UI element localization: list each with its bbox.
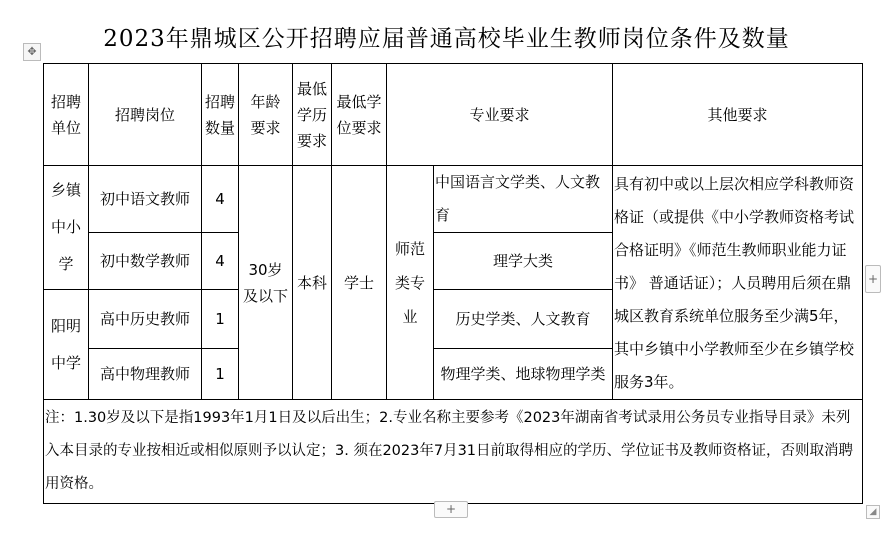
unit-cell: 乡镇中小学 — [44, 166, 89, 290]
count-cell: 4 — [202, 166, 239, 233]
header-count: 招聘数量 — [202, 64, 239, 166]
header-row — [44, 64, 863, 166]
table-row — [44, 166, 863, 233]
header-other: 其他要求 — [613, 64, 863, 166]
header-position: 招聘岗位 — [89, 64, 202, 166]
count-cell: 1 — [202, 290, 239, 349]
add-row-button[interactable]: + — [434, 501, 468, 518]
major-cell: 理学大类 — [434, 233, 613, 290]
recruitment-table — [43, 63, 863, 504]
header-age: 年龄要求 — [239, 64, 293, 166]
major-cell: 历史学类、人文教育 — [434, 290, 613, 349]
degree-cell: 学士 — [332, 166, 387, 400]
header-education: 最低学历要求 — [293, 64, 332, 166]
unit-cell: 阳明中学 — [44, 290, 89, 400]
major-cell: 中国语言文学类、人文教育 — [434, 166, 613, 233]
count-cell: 4 — [202, 233, 239, 290]
table-move-handle-icon[interactable]: ✥ — [23, 43, 41, 61]
table-resize-handle-icon[interactable]: ◢ — [866, 505, 880, 519]
position-cell: 初中语文教师 — [89, 166, 202, 233]
education-cell: 本科 — [293, 166, 332, 400]
position-cell: 初中数学教师 — [89, 233, 202, 290]
header-major: 专业要求 — [387, 64, 613, 166]
note-row — [44, 400, 863, 504]
count-cell: 1 — [202, 349, 239, 400]
age-cell: 30岁及以下 — [239, 166, 293, 400]
note-cell: 注：1.30岁及以下是指1993年1月1日及以后出生；2.专业名称主要参考《2023年湖南省考试录用公务员专业指导目录》未列入本目录的专业按相近或相似原则予以认定；3. 须在2023年7月31日前取得相应的学历、学位证书及教师资格证，否则取消聘用资格。 — [44, 400, 863, 504]
position-cell: 高中历史教师 — [89, 290, 202, 349]
document-title: 2023年鼎城区公开招聘应届普通高校毕业生教师岗位条件及数量 — [103, 26, 790, 52]
add-column-button[interactable]: + — [865, 265, 881, 293]
header-degree: 最低学位要求 — [332, 64, 387, 166]
position-cell: 高中物理教师 — [89, 349, 202, 400]
major-cell: 物理学类、地球物理学类 — [434, 349, 613, 400]
major-category-cell: 师范类专业 — [387, 166, 434, 400]
other-requirements-cell: 具有初中或以上层次相应学科教师资格证（或提供《中小学教师资格考试合格证明》《师范生教师职业能力证书》 普通话证）；人员聘用后须在鼎城区教育系统单位服务至少满5年，其中乡镇中小学教师至少在乡镇学校服务3年。 — [613, 166, 863, 400]
header-unit: 招聘单位 — [44, 64, 89, 166]
